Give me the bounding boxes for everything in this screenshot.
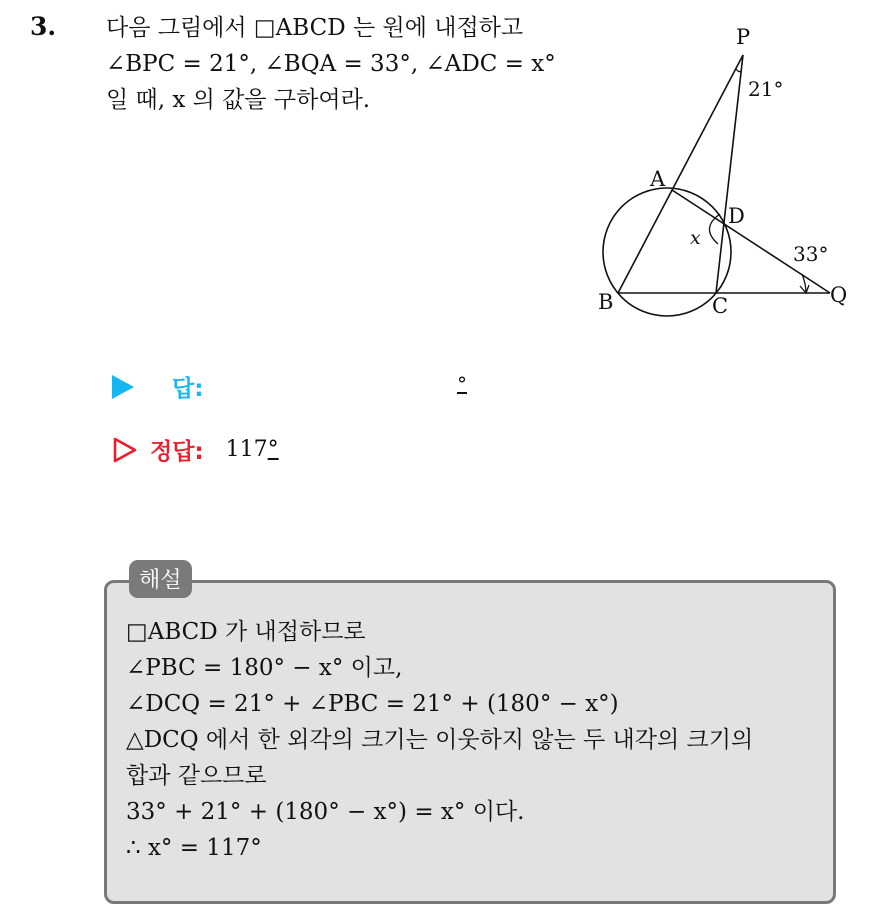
problem-statement xyxy=(106,10,596,118)
question-number: 3. xyxy=(30,12,57,41)
correct-value-wrap xyxy=(226,437,279,462)
segment-cp xyxy=(716,55,743,293)
geometry-diagram xyxy=(590,15,860,325)
solution-line-1: □ABCD 가 내접하므로 xyxy=(126,619,366,645)
solution-line-6: 33° + 21° + (180° − x°) = x° 이다. xyxy=(126,799,525,825)
segment-bp xyxy=(618,55,743,293)
label-c: C xyxy=(712,294,729,318)
solution-text xyxy=(126,614,826,866)
correct-unit: ° xyxy=(267,437,279,462)
answer-row xyxy=(112,370,203,403)
label-a: A xyxy=(650,167,666,191)
outline-triangle-icon xyxy=(112,436,138,464)
solution-line-7: ∴ x° = 117° xyxy=(126,835,262,861)
label-angle-p: 21° xyxy=(748,77,784,101)
problem-line-1: 다음 그림에서 □ABCD 는 원에 내접하고 xyxy=(106,15,524,41)
solution-tag: 해설 xyxy=(129,560,192,598)
label-q: Q xyxy=(830,283,848,307)
solution-line-4: △DCQ 에서 한 외각의 크기는 이웃하지 않는 두 내각의 크기의 xyxy=(126,727,754,753)
correct-label: 정답: xyxy=(150,439,204,465)
correct-value: 117 xyxy=(225,437,268,462)
solution-line-5: 합과 같으므로 xyxy=(126,763,267,789)
label-d: D xyxy=(728,204,745,228)
answer-label: 답: xyxy=(172,376,204,402)
angle-arc-x xyxy=(709,214,720,244)
play-triangle-icon xyxy=(112,375,134,399)
angle-arc-p xyxy=(736,69,741,72)
solution-line-2: ∠PBC = 180° − x° 이고, xyxy=(126,655,403,681)
label-p: P xyxy=(736,25,751,49)
label-b: B xyxy=(598,290,614,314)
problem-line-2: ∠BPC = 21°, ∠BQA = 33°, ∠ADC = x° xyxy=(106,51,556,77)
problem-line-3: 일 때, x 의 값을 구하여라. xyxy=(106,87,371,113)
correct-answer-row xyxy=(112,433,279,466)
label-x: x xyxy=(690,227,701,249)
arrow-q xyxy=(800,285,809,293)
label-angle-q: 33° xyxy=(793,242,829,266)
solution-line-3: ∠DCQ = 21° + ∠PBC = 21° + (180° − x°) xyxy=(126,691,619,717)
answer-blank[interactable]: ° xyxy=(457,372,467,396)
